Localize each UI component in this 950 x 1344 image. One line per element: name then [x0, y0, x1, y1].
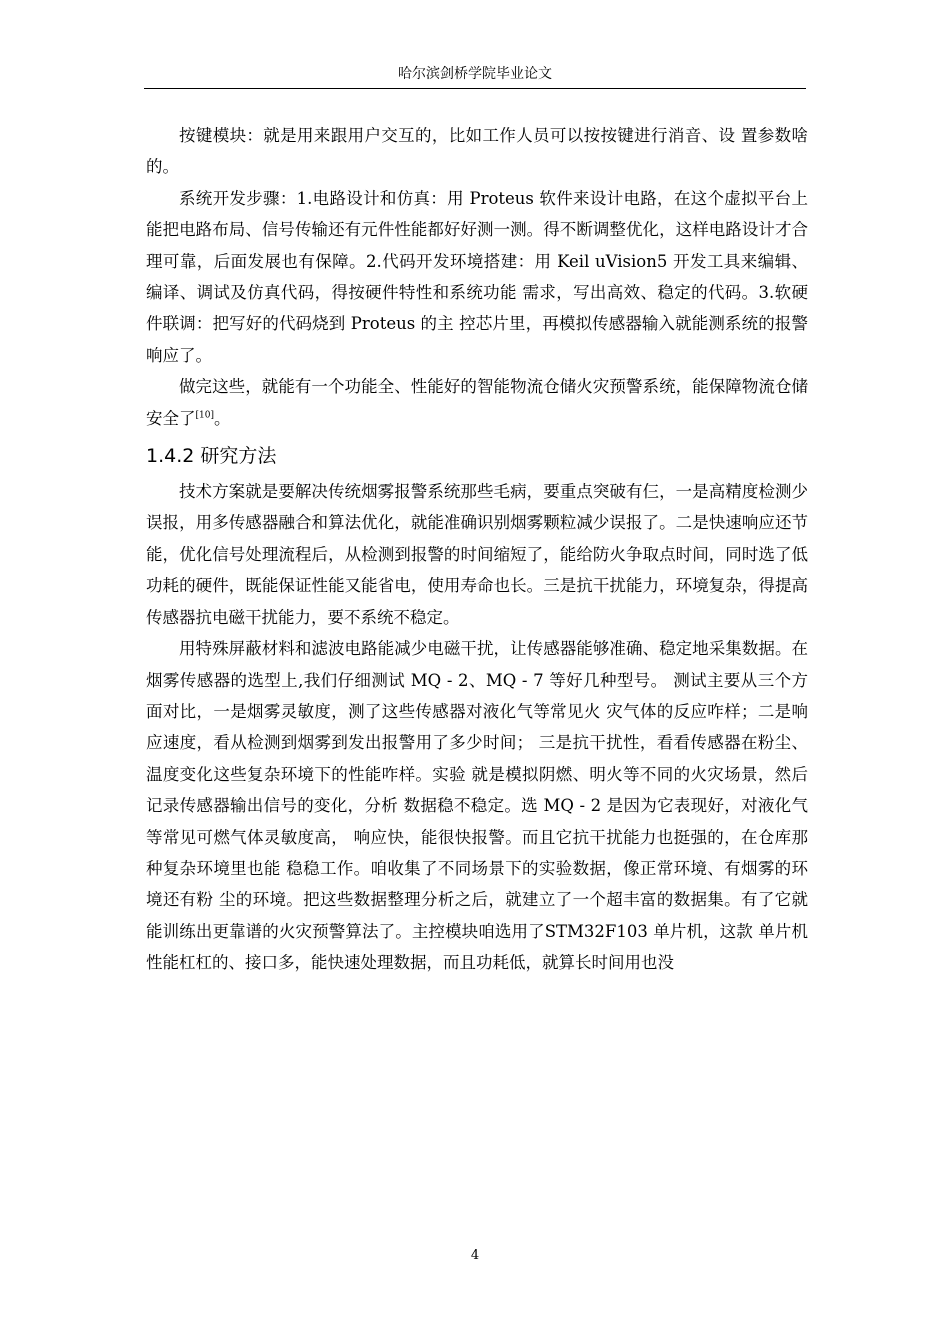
paragraph-conclusion-text: 做完这些，就能有一个功能全、性能好的智能物流仓储火灾预警系统，能保障物流仓储安全了 — [146, 377, 808, 428]
paragraph-conclusion-end: 。 — [213, 408, 231, 428]
paragraph-sensor-selection: 用特殊屏蔽材料和滤波电路能减少电磁干扰，让传感器能够准确、稳定地采集数据。在烟雾传感器的选型上,我们仔细测试 MQ - 2、MQ - 7 等好几种型号。 测试主要从三个方面对比，一是烟雾灵敏度，测了这些传感器对液化气等常见火 灾气体的反应咋样；二是响应速度，看从检测到烟雾到发出报警用了多少时间； 三是抗干扰性，看看传感器在粉尘、温度变化这些复杂环境下的性能咋样。实验 就是模拟阴燃、明火等不同的火灾场景，然后记录传感器输出信号的变化，分析 数据稳不稳定。选 MQ - 2 是因为它表现好，对液化气等常见可燃气体灵敏度高， 响应快，能很快报警。而且它抗干扰能力也挺强的，在仓库那种复杂环境里也能 稳稳工作。咱收集了不同场景下的实验数据，像正常环境、有烟雾的环境还有粉 尘的环境。把这些数据整理分析之后，就建立了一个超丰富的数据集。有了它就 能训练出更靠谱的火灾预警算法了。主控模块咱选用了STM32F103 单片机，这款 单片机性能杠杠的、接口多，能快速处理数据，而且功耗低，就算长时间用也没 — [146, 639, 808, 973]
paragraph-key-module: 按键模块：就是用来跟用户交互的，比如工作人员可以按按键进行消音、设 置参数啥的。 — [146, 126, 808, 177]
paragraph-dev-steps: 系统开发步骤：1.电路设计和仿真：用 Proteus 软件来设计电路，在这个虚拟平台上能把电路布局、信号传输还有元件性能都好好测一测。得不断调整优化，这样电路设计才合理可靠，后面发展也有保障。2.代码开发环境搭建：用 Keil uVision5 开发工具来编辑、编译、调试及仿真代码，得按硬件特性和系统功能 需求，写出高效、稳定的代码。3.软硬件联调：把写好的代码烧到 Proteus 的主 控芯片里，再模拟传感器输入就能测系统的报警响应了。 — [146, 188, 808, 365]
citation-ref: [10] — [195, 410, 214, 421]
paragraph-tech-plan: 技术方案就是要解决传统烟雾报警系统那些毛病，要重点突破有仨，一是高精度检测少误报，用多传感器融合和算法优化，就能准确识别烟雾颗粒减少误报了。二是快速响应还节能，优化信号处理流程后，从检测到报警的时间缩短了，能给防火争取点时间，同时选了低功耗的硬件，既能保证性能又能省电，使用寿命也长。三是抗干扰能力，环境复杂，得提高传感器抗电磁干扰能力，要不系统不稳定。 — [146, 482, 808, 627]
section-heading: 1.4.2 研究方法 — [146, 445, 277, 468]
header-divider — [144, 88, 806, 89]
page-header: 哈尔滨剑桥学院毕业论文 — [398, 66, 552, 82]
page-number: 4 — [470, 1248, 480, 1263]
paragraph-conclusion — [146, 371, 808, 434]
page-body — [146, 120, 808, 979]
